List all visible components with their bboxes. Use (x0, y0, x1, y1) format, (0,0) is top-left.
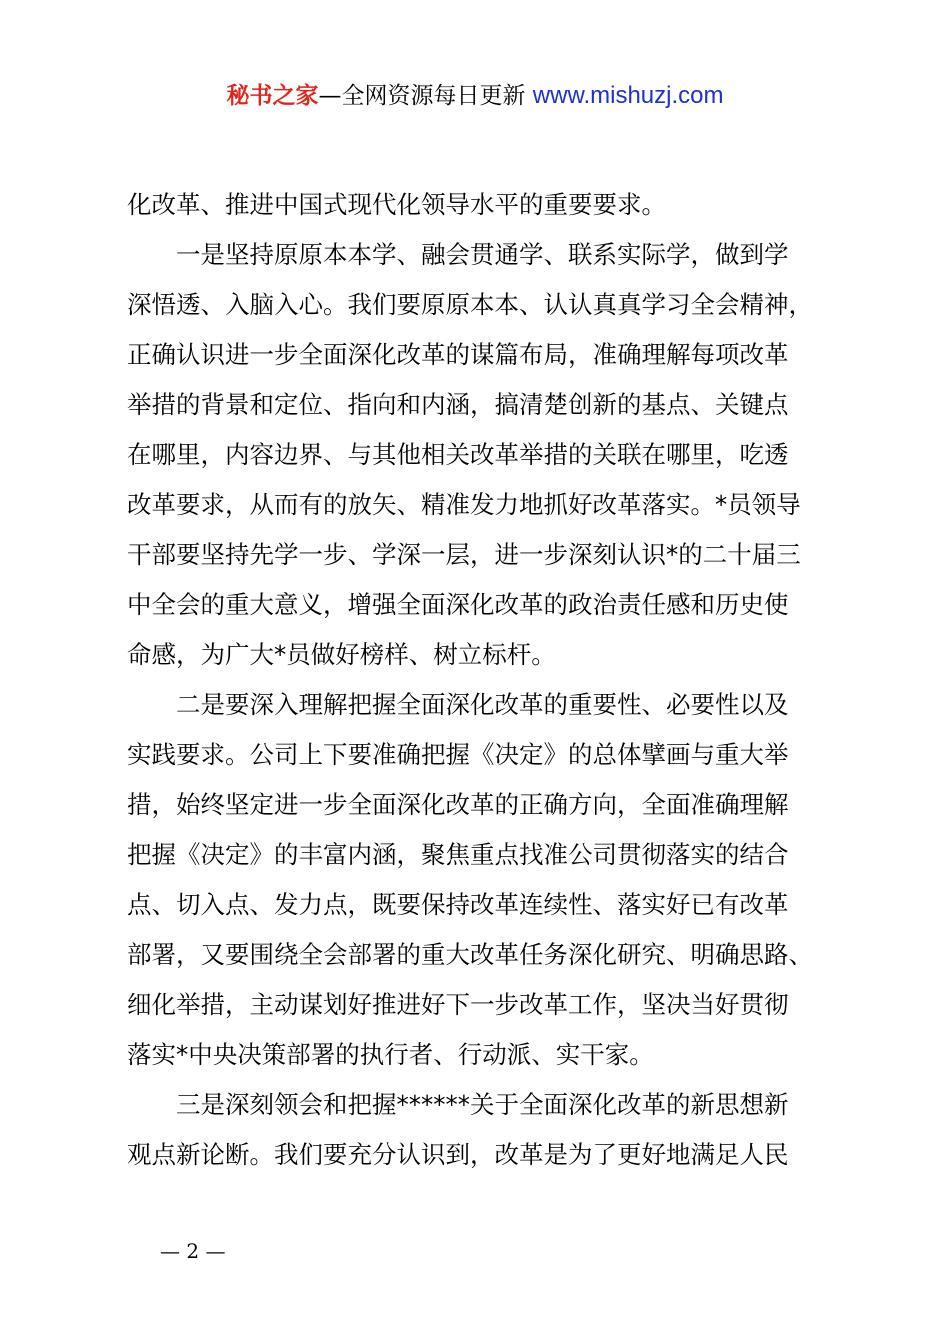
text-line: 命感，为广大*员做好榜样、树立标杆。 (127, 640, 556, 669)
text-line: 一是坚持原原本本学、融会贯通学、联系实际学，做到学 (127, 240, 789, 269)
text-line: 正确认识进一步全面深化改革的谋篇布局，准确理解每项改革 (127, 340, 789, 369)
text-line: 实践要求。公司上下要准确把握《决定》的总体擘画与重大举 (127, 740, 789, 769)
text-line: 深悟透、入脑入心。我们要原原本本、认认真真学习全会精神， (127, 290, 813, 319)
text-line: 干部要坚持先学一步、学深一层，进一步深刻认识*的二十届三 (127, 540, 801, 569)
text-line: 中全会的重大意义，增强全面深化改革的政治责任感和历史使 (127, 590, 789, 619)
text-line: 观点新论断。我们要充分认识到，改革是为了更好地满足人民 (127, 1140, 789, 1169)
text-line: 把握《决定》的丰富内涵，聚焦重点找准公司贯彻落实的结合 (127, 840, 789, 869)
text-line: 二是要深入理解把握全面深化改革的重要性、必要性以及 (127, 690, 789, 719)
text-line: 落实*中央决策部署的执行者、行动派、实干家。 (127, 1040, 654, 1069)
page-number: — 2 — (160, 1239, 226, 1263)
site-slogan: —全网资源每日更新 (318, 83, 533, 109)
text-line: 点、切入点、发力点，既要保持改革连续性、落实好已有改革 (127, 890, 789, 919)
text-line: 化改革、推进中国式现代化领导水平的重要要求。 (127, 190, 666, 219)
text-line: 举措的背景和定位、指向和内涵，搞清楚创新的基点、关键点 (127, 390, 789, 419)
document-body (127, 180, 835, 1180)
text-line: 措，始终坚定进一步全面深化改革的正确方向，全面准确理解 (127, 790, 789, 819)
site-url-link[interactable]: www.mishuzj.com (532, 82, 724, 109)
text-line: 在哪里，内容边界、与其他相关改革举措的关联在哪里，吃透 (127, 440, 789, 469)
site-header (0, 78, 950, 114)
text-line: 改革要求，从而有的放矢、精准发力地抓好改革落实。*员领导 (127, 490, 801, 519)
text-line: 部署，又要围绕全会部署的重大改革任务深化研究、明确思路、 (127, 940, 813, 969)
text-line: 细化举措，主动谋划好推进好下一步改革工作，坚决当好贯彻 (127, 990, 789, 1019)
text-line: 三是深刻领会和把握******关于全面深化改革的新思想新 (127, 1090, 789, 1119)
site-brand: 秘书之家 (226, 83, 319, 109)
